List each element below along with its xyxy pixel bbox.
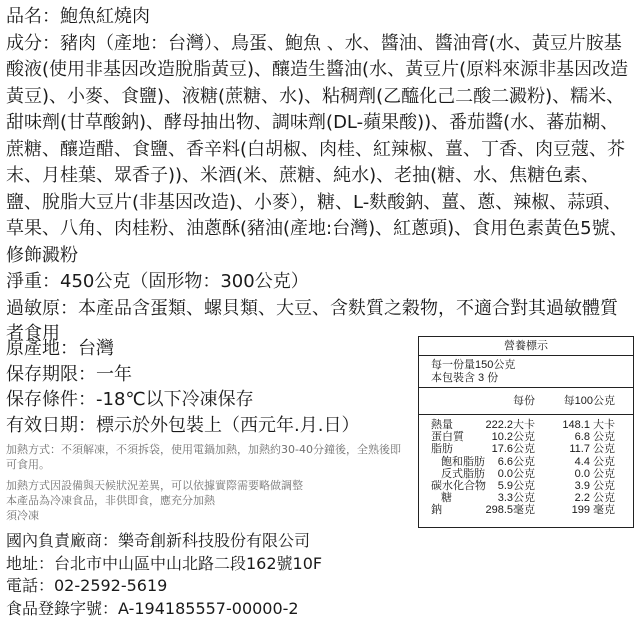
nutrition-row (419, 443, 633, 455)
value-per-serving: 17.6公克 (491, 443, 535, 456)
manufacturer: 國內負責廠商：樂奇創新科技股份有限公司 (6, 531, 311, 550)
value-per-100g: 11.7 公克 (569, 443, 615, 456)
heating-notes (6, 442, 406, 523)
ingredients-list: 成分：豬肉（產地：台灣）、鳥蛋、鮑魚 、水、醬油、醬油膏(水、黃豆片胺基酸液(使用非基因改造脫脂黃豆)、釀造生醬油(水、黃豆片(原料來源非基因改造黃豆)、小麥、食鹽)、液糖(蔗糖、水)、粘稠劑(乙醯化己二酸二澱粉)、糯米、甜味劑(甘草酸鈉)、酵母抽出物、調味劑(DL-蘋果酸))、番茄醬(水、蕃茄糊、蔗糖、釀造醋、食鹽、香辛料(白胡椒、肉桂、紅辣椒、薑、丁香、肉豆蔻、芥末、月桂葉、眾香子))、米酒(米、蔗糖、純水)、老抽(糖、水、焦糖色素、鹽、脫脂大豆片(非基因改造)、小麥），糖、L-麩酸鈉、薑、蔥、辣椒、蒜頭、草果、八角、肉桂粉、油蔥酥(豬油(產地:台灣)、紅蔥頭)、食用色素黃色5號、修飾澱粉 (6, 32, 629, 266)
value-per-100g: 6.8 公克 (574, 431, 615, 444)
nutrition-rows (419, 415, 633, 517)
nutrition-row (419, 468, 633, 480)
storage-section (6, 336, 406, 523)
note-adjust: 加熱方式因設備與天候狀況差異，可以依據實際需要略做調整 (6, 479, 303, 492)
col-per-100g: 每100公克 (563, 395, 615, 407)
nutrient-name: 脂肪 (431, 443, 453, 456)
address: 地址：台北市中山區中山北路二段162號10F (6, 553, 323, 573)
nutrition-row (419, 431, 633, 443)
note-frozen: 本產品為冷凍食品，非供即食，應充分加熱 (6, 494, 215, 507)
col-per-serving: 每份 (513, 395, 535, 407)
nutrient-name: 鈉 (431, 504, 442, 517)
phone: 電話：02-2592-5619 (6, 576, 168, 595)
value-per-serving: 6.6公克 (497, 455, 535, 468)
nutrition-row (419, 480, 633, 492)
value-per-100g: 4.4 公克 (574, 455, 615, 468)
allergen-statement: 過敏原：本產品含蛋類、螺貝類、大豆、含麩質之穀物，不適合對其過敏體質者食用 (6, 297, 618, 344)
nutrition-row (419, 492, 633, 504)
nutrition-facts-table (418, 336, 634, 528)
nutrient-name: 熱量 (431, 419, 453, 431)
registration-number: 食品登錄字號：A-194185557-00000-2 (6, 598, 299, 618)
ingredients-section (6, 4, 634, 346)
expiry-date: 有效日期：標示於外包裝上（西元年.月.日） (6, 414, 360, 436)
nutrition-row (419, 419, 633, 431)
nutrition-title: 營養標示 (419, 337, 633, 356)
value-per-100g: 3.9 公克 (574, 479, 615, 492)
net-weight: 淨重：450公克（固形物：300公克） (6, 271, 309, 292)
nutrition-column-headers (419, 388, 633, 415)
nutrition-row (419, 456, 633, 468)
nutrient-name: 糖 (441, 492, 452, 505)
value-per-serving: 298.5毫克 (485, 504, 535, 517)
value-per-serving: 3.3公克 (497, 492, 535, 505)
servings-per-package: 本包裝含 3 份 (431, 372, 499, 384)
origin: 原產地：台灣 (6, 338, 114, 359)
product-name: 品名：鮑魚紅燒肉 (6, 6, 150, 27)
nutrient-name: 碳水化合物 (431, 479, 486, 492)
value-per-serving: 5.9公克 (497, 479, 535, 492)
value-per-serving: 222.2大卡 (485, 419, 535, 431)
shelf-life: 保存期限：一年 (6, 363, 132, 385)
serving-info (419, 356, 633, 388)
nutrient-name: 蛋白質 (431, 431, 464, 444)
value-per-100g: 148.1 大卡 (562, 419, 615, 431)
value-per-100g: 0.0 公克 (574, 467, 615, 480)
value-per-100g: 199 毫克 (571, 504, 615, 517)
value-per-100g: 2.2 公克 (574, 492, 615, 505)
note-keep-frozen: 須冷凍 (6, 509, 39, 522)
serving-size: 每一份量150公克 (431, 359, 516, 371)
storage-conditions: 保存條件：-18℃以下冷凍保存 (6, 389, 254, 410)
nutrient-name: 反式脂肪 (441, 467, 485, 480)
nutrient-name: 飽和脂肪 (441, 455, 485, 468)
value-per-serving: 0.0公克 (497, 467, 535, 480)
value-per-serving: 10.2公克 (491, 431, 535, 444)
nutrition-row (419, 504, 633, 516)
note-heating: 加熱方式：不須解凍，不須拆袋，使用電鍋加熱，加熱約30-40分鐘後，全熟後即可食用。 (6, 443, 401, 471)
company-info (6, 530, 634, 620)
